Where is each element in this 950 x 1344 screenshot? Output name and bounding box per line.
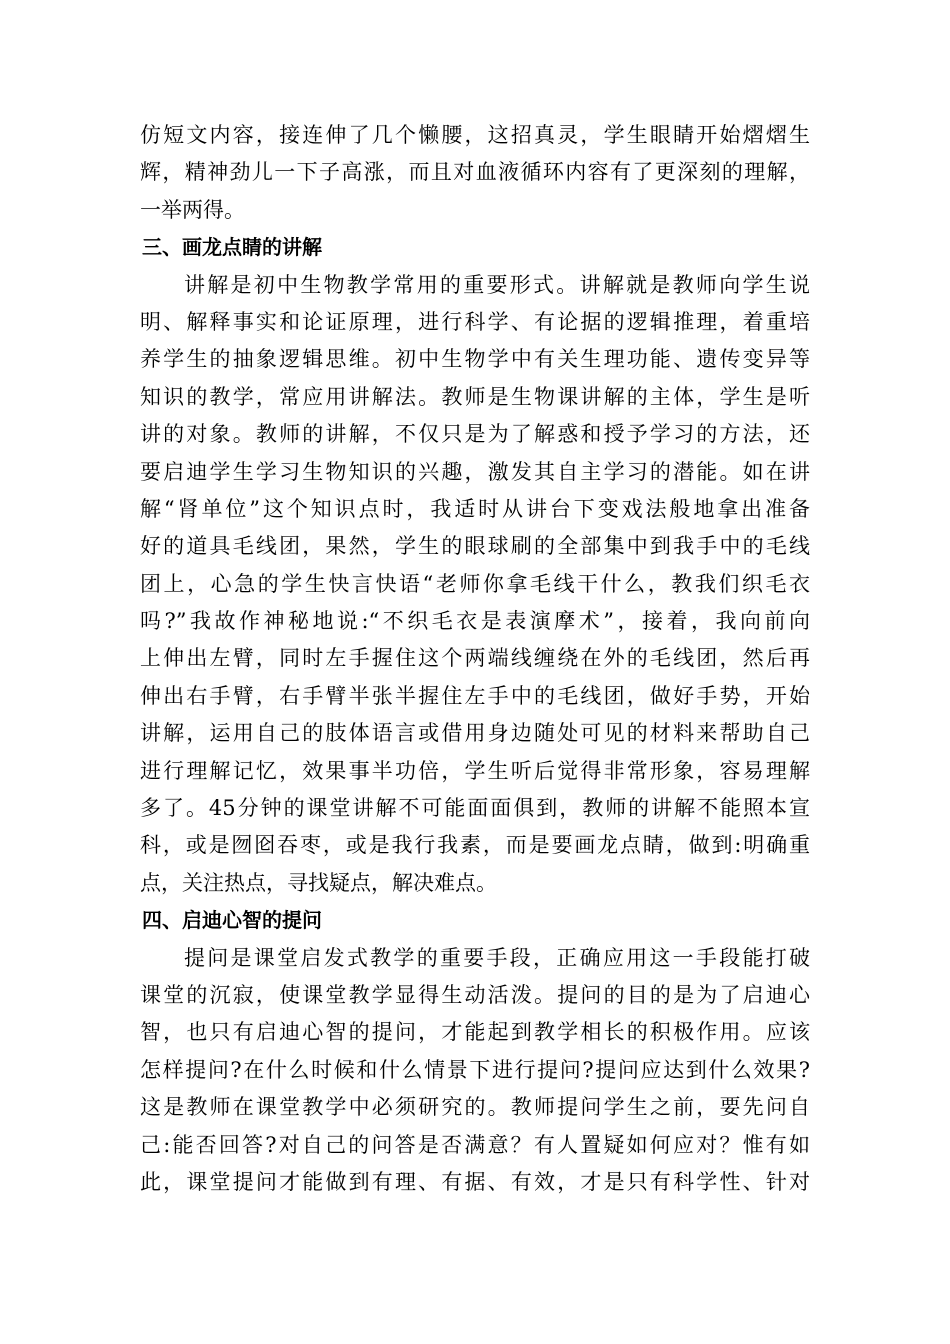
section-heading-4: 四、启迪心智的提问: [142, 908, 322, 933]
paragraph-continued: [140, 117, 810, 229]
text-line: 智，也只有启迪心智的提问，才能起到教学相长的积极作用。应该: [140, 1020, 810, 1045]
text-line: 一举两得。: [140, 197, 245, 222]
text-line: 进行理解记忆，效果事半功倍，学生听后觉得非常形象，容易理解: [140, 758, 810, 783]
text-line: 明、解释事实和论证原理，进行科学、有论据的逻辑推理，着重培: [140, 309, 810, 334]
text-line: 团上，心急的学生快言快语“老师你拿毛线干什么，教我们织毛衣: [140, 571, 810, 596]
text-line: 辉，精神劲儿一下子高涨，而且对血液循环内容有了更深刻的理解，: [140, 160, 810, 185]
text-line: 养学生的抽象逻辑思维。初中生物学中有关生理功能、遗传变异等: [140, 347, 810, 372]
text-line: 这是教师在课堂教学中必须研究的。教师提问学生之前，要先问自: [140, 1095, 810, 1120]
text-line: 伸出右手臂，右手臂半张半握住左手中的毛线团，做好手势，开始: [140, 683, 810, 708]
text-line: 己:能否回答?对自己的问答是否满意？有人置疑如何应对？惟有如: [140, 1132, 810, 1157]
text-line: 好的道具毛线团，果然，学生的眼球刷的全部集中到我手中的毛线: [140, 534, 810, 559]
text-line: 要启迪学生学习生物知识的兴趣，激发其自主学习的潜能。如在讲: [140, 459, 810, 484]
text-line: 知识的教学，常应用讲解法。教师是生物课讲解的主体，学生是听: [140, 384, 810, 409]
text-line: 仿短文内容，接连伸了几个懒腰，这招真灵，学生眼睛开始熠熠生: [140, 123, 810, 147]
section-4-paragraph: [140, 940, 810, 1202]
text-line: 怎样提问?在什么时候和什么情景下进行提问?提问应达到什么效果?: [140, 1057, 810, 1082]
section-heading-3: 三、画龙点睛的讲解: [142, 235, 322, 260]
text-line: 此，课堂提问才能做到有理、有据、有效，才是只有科学性、针对: [140, 1169, 810, 1194]
text-line: 科，或是囫囵吞枣，或是我行我素，而是要画龙点睛，做到:明确重: [140, 833, 810, 858]
text-line: 讲解是初中生物教学常用的重要形式。讲解就是教师向学生说: [184, 272, 810, 297]
text-line: 课堂的沉寂，使课堂教学显得生动活泼。提问的目的是为了启迪心: [140, 982, 810, 1007]
text-line: 多了。45分钟的课堂讲解不可能面面俱到，教师的讲解不能照本宣: [140, 796, 810, 821]
section-3-paragraph: [140, 267, 810, 903]
text-line: 解“肾单位”这个知识点时，我适时从讲台下变戏法般地拿出准备: [140, 496, 810, 521]
text-line: 上伸出左臂，同时左手握住这个两端线缠绕在外的毛线团，然后再: [140, 646, 810, 671]
document-page: [140, 117, 810, 1201]
text-line: 吗?”我故作神秘地说:“不织毛衣是表演摩术”，接着，我向前向: [140, 609, 810, 634]
text-line: 点，关注热点，寻找疑点，解决难点。: [140, 870, 497, 895]
text-line: 提问是课堂启发式教学的重要手段，正确应用这一手段能打破: [184, 945, 810, 970]
text-line: 讲的对象。教师的讲解，不仅只是为了解惑和授予学习的方法，还: [140, 422, 810, 447]
text-line: 讲解，运用自己的肢体语言或借用身边随处可见的材料来帮助自己: [140, 721, 810, 746]
